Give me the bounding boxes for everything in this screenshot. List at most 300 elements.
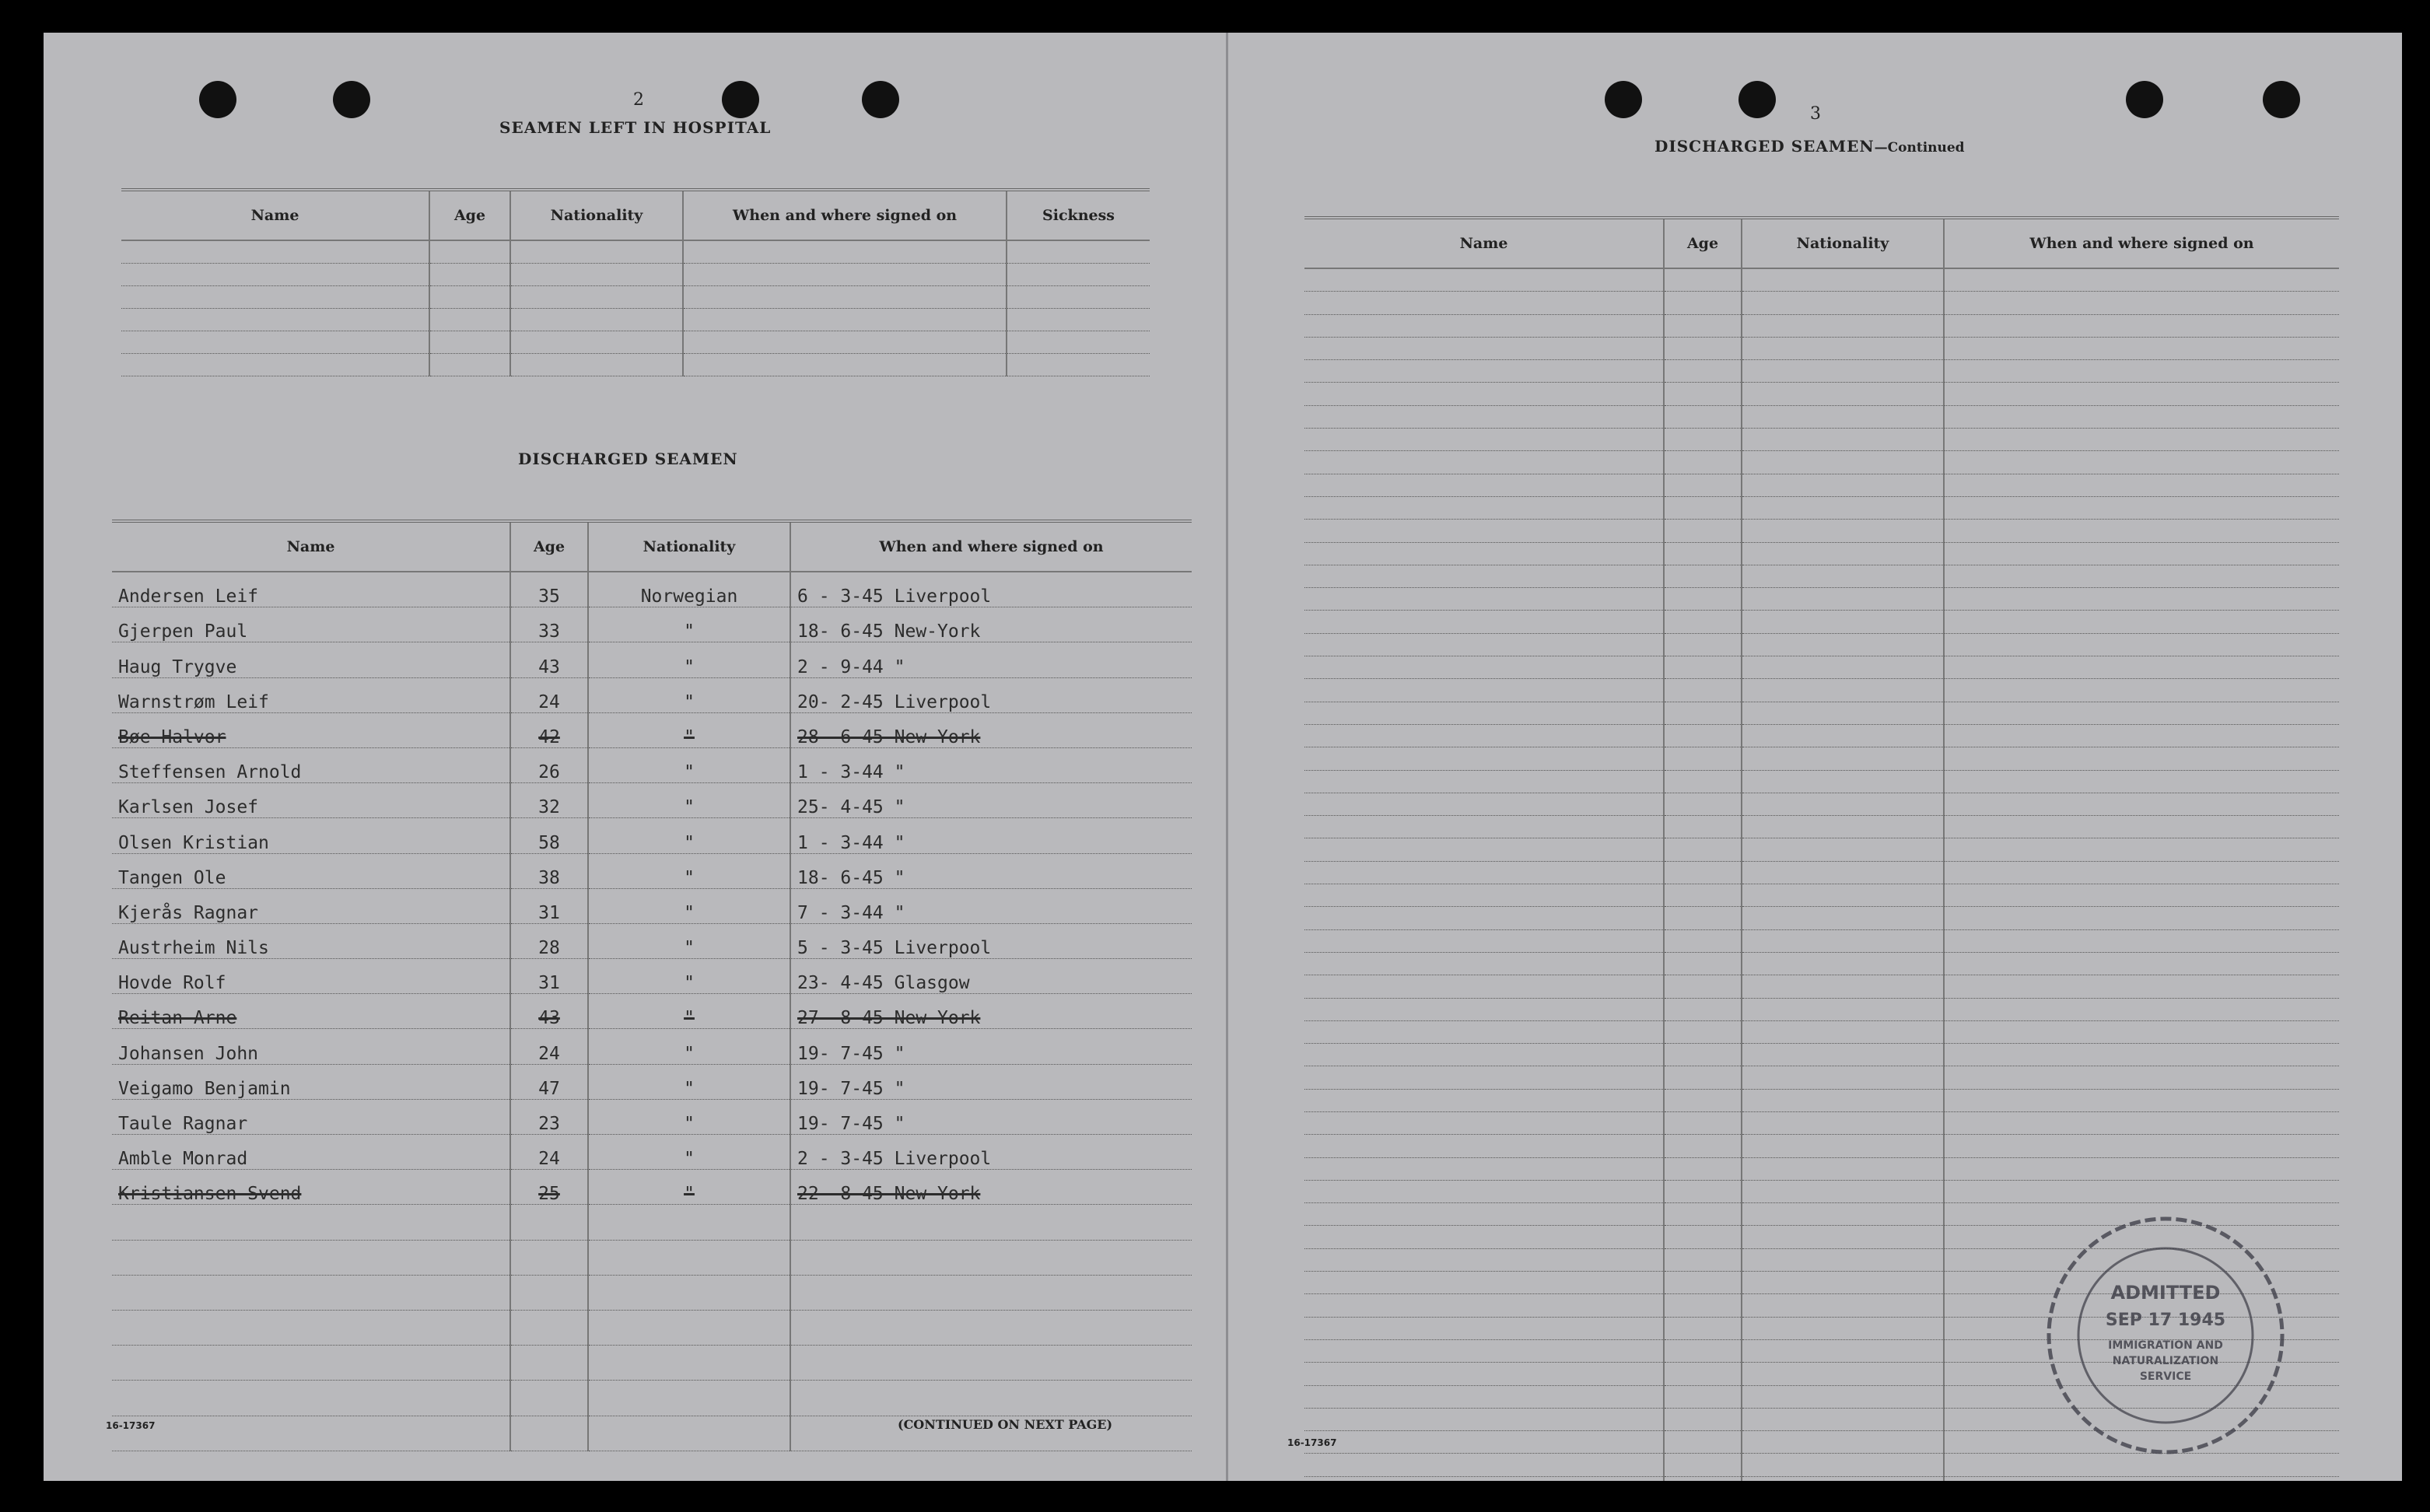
table-row	[112, 712, 1192, 747]
seaman-age: 31	[510, 888, 588, 923]
seaman-signed-on: 27- 8-45 New-York	[790, 994, 1192, 1029]
empty-cell	[1664, 1339, 1742, 1362]
empty-cell	[1742, 861, 1944, 884]
empty-cell	[1944, 702, 2339, 724]
empty-cell	[1304, 633, 1664, 656]
empty-cell	[1664, 998, 1742, 1020]
punch-hole	[722, 81, 759, 118]
empty-cell	[1664, 337, 1742, 359]
seaman-nationality: "	[588, 677, 790, 712]
table-row	[112, 1275, 1192, 1310]
empty-cell	[510, 1240, 588, 1275]
empty-cell	[429, 309, 510, 331]
seaman-signed-on: 23- 4-45 Glasgow	[790, 959, 1192, 994]
empty-cell	[1742, 1248, 1944, 1271]
table-row	[1304, 1476, 2339, 1481]
table-row	[1304, 816, 2339, 838]
empty-cell	[1944, 1089, 2339, 1111]
table-row	[1304, 724, 2339, 747]
seaman-nationality: "	[588, 818, 790, 853]
empty-cell	[1304, 451, 1664, 474]
empty-cell	[121, 286, 429, 309]
punch-hole	[2126, 81, 2163, 118]
empty-cell	[1664, 816, 1742, 838]
empty-cell	[1742, 838, 1944, 861]
seaman-signed-on: 5 - 3-45 Liverpool	[790, 923, 1192, 958]
column-header: When and where signed on	[683, 190, 1007, 240]
empty-cell	[1944, 861, 2339, 884]
empty-cell	[1304, 611, 1664, 633]
table-row	[1304, 337, 2339, 359]
empty-cell	[1304, 952, 1664, 975]
empty-cell	[1742, 929, 1944, 952]
empty-cell	[588, 1346, 790, 1381]
seaman-name: Steffensen Arnold	[112, 747, 510, 782]
empty-cell	[1664, 747, 1742, 770]
stamp-line4: NATURALIZATION	[2112, 1355, 2219, 1367]
empty-cell	[121, 331, 429, 354]
empty-cell	[510, 1205, 588, 1240]
empty-cell	[1742, 770, 1944, 793]
empty-cell	[1664, 360, 1742, 383]
empty-cell	[1944, 292, 2339, 314]
table-row	[1304, 1157, 2339, 1180]
empty-cell	[1742, 1226, 1944, 1248]
empty-cell	[1742, 702, 1944, 724]
empty-cell	[1304, 337, 1664, 359]
empty-cell	[1304, 542, 1664, 565]
table-row	[121, 331, 1150, 354]
empty-cell	[1944, 1044, 2339, 1066]
empty-cell	[1304, 383, 1664, 405]
empty-cell	[1304, 1020, 1664, 1043]
empty-cell	[1304, 1089, 1664, 1111]
empty-cell	[1664, 1044, 1742, 1066]
table-row	[112, 818, 1192, 853]
seaman-name: Taule Ragnar	[112, 1099, 510, 1134]
seaman-signed-on: 18- 6-45 New-York	[790, 607, 1192, 642]
empty-cell	[1304, 429, 1664, 451]
seaman-nationality: "	[588, 1029, 790, 1064]
form-number: 16-17367	[1287, 1437, 1337, 1448]
seaman-name: Andersen Leif	[112, 572, 510, 607]
table-row	[1304, 1044, 2339, 1066]
seaman-nationality: "	[588, 783, 790, 818]
column-header: Name	[1304, 218, 1664, 268]
right-page	[1226, 33, 2402, 1481]
seaman-nationality: "	[588, 712, 790, 747]
empty-cell	[1742, 1044, 1944, 1066]
empty-cell	[1742, 1272, 1944, 1294]
empty-cell	[1304, 1431, 1664, 1454]
seaman-signed-on: 28- 6-45 New-York	[790, 712, 1192, 747]
seaman-nationality: "	[588, 607, 790, 642]
empty-cell	[112, 1240, 510, 1275]
empty-cell	[1944, 633, 2339, 656]
table-row	[112, 572, 1192, 607]
empty-cell	[112, 1416, 510, 1451]
seaman-signed-on: 18- 6-45 "	[790, 853, 1192, 888]
table-row	[112, 1346, 1192, 1381]
empty-cell	[1742, 1339, 1944, 1362]
seaman-signed-on: 25- 4-45 "	[790, 783, 1192, 818]
empty-cell	[1742, 1157, 1944, 1180]
seaman-nationality: "	[588, 994, 790, 1029]
discharged-section-title: DISCHARGED SEAMEN	[518, 450, 738, 468]
table-row	[112, 1029, 1192, 1064]
empty-cell	[1664, 907, 1742, 929]
column-header: Nationality	[1742, 218, 1944, 268]
table-row	[1304, 975, 2339, 998]
punch-hole	[333, 81, 370, 118]
table-row	[1304, 838, 2339, 861]
empty-cell	[1742, 542, 1944, 565]
empty-cell	[1742, 679, 1944, 702]
empty-cell	[121, 309, 429, 331]
empty-cell	[683, 309, 1007, 331]
empty-cell	[1304, 1248, 1664, 1271]
hospital-table	[121, 188, 1150, 376]
empty-cell	[1664, 1089, 1742, 1111]
empty-cell	[1664, 1020, 1742, 1043]
empty-cell	[1304, 1157, 1664, 1180]
empty-cell	[1664, 1431, 1742, 1454]
seaman-name: Tangen Ole	[112, 853, 510, 888]
empty-cell	[1664, 268, 1742, 292]
empty-cell	[1304, 929, 1664, 952]
empty-cell	[510, 240, 683, 264]
column-header: Name	[112, 521, 510, 572]
table-row	[1304, 542, 2339, 565]
empty-cell	[1304, 474, 1664, 496]
empty-cell	[510, 354, 683, 376]
column-header: Age	[510, 521, 588, 572]
empty-cell	[1664, 656, 1742, 679]
empty-cell	[1664, 1157, 1742, 1180]
empty-cell	[1304, 1339, 1664, 1362]
empty-cell	[510, 1346, 588, 1381]
table-row	[1304, 1066, 2339, 1089]
empty-cell	[1742, 1111, 1944, 1134]
column-header: Sickness	[1007, 190, 1150, 240]
empty-cell	[1664, 861, 1742, 884]
empty-cell	[1664, 314, 1742, 337]
empty-cell	[1304, 1454, 1664, 1476]
empty-cell	[588, 1310, 790, 1345]
empty-cell	[1304, 1363, 1664, 1385]
stamp-line5: SERVICE	[2139, 1370, 2192, 1383]
empty-cell	[790, 1205, 1192, 1240]
empty-cell	[1304, 520, 1664, 542]
stamp-line1: ADMITTED	[2110, 1282, 2221, 1304]
empty-cell	[112, 1346, 510, 1381]
seaman-signed-on: 2 - 9-44 "	[790, 642, 1192, 677]
empty-cell	[790, 1381, 1192, 1416]
table-row	[1304, 451, 2339, 474]
empty-cell	[588, 1381, 790, 1416]
table-row	[112, 1064, 1192, 1099]
punch-hole	[2263, 81, 2300, 118]
continued-note: (CONTINUED ON NEXT PAGE)	[898, 1417, 1113, 1432]
column-header: Age	[429, 190, 510, 240]
empty-cell	[1304, 1111, 1664, 1134]
empty-cell	[1742, 1135, 1944, 1157]
empty-cell	[1664, 542, 1742, 565]
table-row	[112, 1099, 1192, 1134]
seaman-age: 43	[510, 994, 588, 1029]
empty-cell	[1664, 633, 1742, 656]
table-row	[1304, 520, 2339, 542]
empty-cell	[1304, 1066, 1664, 1089]
seaman-age: 25	[510, 1170, 588, 1205]
empty-cell	[112, 1275, 510, 1310]
empty-cell	[1944, 907, 2339, 929]
empty-cell	[1007, 264, 1150, 286]
table-row	[1304, 292, 2339, 314]
seaman-age: 23	[510, 1099, 588, 1134]
empty-cell	[1007, 331, 1150, 354]
empty-cell	[1944, 268, 2339, 292]
hospital-section-title: SEAMEN LEFT IN HOSPITAL	[499, 118, 772, 137]
empty-cell	[1944, 611, 2339, 633]
empty-cell	[1742, 998, 1944, 1020]
empty-cell	[1944, 1111, 2339, 1134]
empty-cell	[1304, 816, 1664, 838]
empty-cell	[1664, 724, 1742, 747]
empty-cell	[1742, 520, 1944, 542]
seaman-signed-on: 19- 7-45 "	[790, 1029, 1192, 1064]
empty-cell	[510, 1416, 588, 1451]
empty-cell	[1742, 292, 1944, 314]
empty-cell	[429, 240, 510, 264]
empty-cell	[1742, 1408, 1944, 1430]
empty-cell	[1742, 496, 1944, 519]
empty-cell	[1742, 611, 1944, 633]
empty-cell	[1664, 1294, 1742, 1317]
empty-cell	[1742, 1066, 1944, 1089]
table-row	[1304, 793, 2339, 815]
empty-cell	[588, 1275, 790, 1310]
table-row	[1304, 588, 2339, 611]
empty-cell	[1944, 770, 2339, 793]
empty-cell	[683, 286, 1007, 309]
table-row	[1304, 383, 2339, 405]
empty-cell	[1742, 952, 1944, 975]
empty-cell	[588, 1416, 790, 1451]
empty-cell	[790, 1346, 1192, 1381]
empty-cell	[1304, 770, 1664, 793]
empty-cell	[1664, 702, 1742, 724]
seaman-age: 33	[510, 607, 588, 642]
empty-cell	[1944, 565, 2339, 587]
empty-cell	[1742, 360, 1944, 383]
empty-cell	[1304, 565, 1664, 587]
empty-cell	[510, 286, 683, 309]
empty-cell	[1742, 1454, 1944, 1476]
table-row	[121, 309, 1150, 331]
empty-cell	[1664, 588, 1742, 611]
empty-cell	[1664, 1248, 1742, 1271]
empty-cell	[1664, 405, 1742, 428]
empty-cell	[1944, 1157, 2339, 1180]
immigration-stamp	[2037, 1207, 2294, 1464]
empty-cell	[1304, 588, 1664, 611]
empty-cell	[1944, 952, 2339, 975]
empty-cell	[1742, 1089, 1944, 1111]
table-row	[1304, 747, 2339, 770]
table-row	[1304, 429, 2339, 451]
seaman-nationality: "	[588, 1135, 790, 1170]
empty-cell	[588, 1240, 790, 1275]
title-main: DISCHARGED SEAMEN	[1654, 137, 1875, 156]
empty-cell	[429, 331, 510, 354]
empty-cell	[1944, 520, 2339, 542]
empty-cell	[1304, 679, 1664, 702]
empty-cell	[1304, 907, 1664, 929]
empty-cell	[1944, 1135, 2339, 1157]
table-row	[1304, 929, 2339, 952]
empty-cell	[1664, 679, 1742, 702]
empty-cell	[1944, 838, 2339, 861]
seaman-signed-on: 6 - 3-45 Liverpool	[790, 572, 1192, 607]
empty-cell	[1742, 1180, 1944, 1202]
empty-cell	[683, 331, 1007, 354]
continued-section-title	[1654, 137, 1965, 156]
empty-cell	[1742, 337, 1944, 359]
table-row	[1304, 656, 2339, 679]
empty-cell	[1742, 565, 1944, 587]
left-page	[44, 33, 1226, 1481]
empty-cell	[1742, 314, 1944, 337]
table-row	[121, 240, 1150, 264]
empty-cell	[1742, 451, 1944, 474]
table-row	[112, 1310, 1192, 1345]
table-row	[1304, 884, 2339, 907]
seaman-name: Gjerpen Paul	[112, 607, 510, 642]
empty-cell	[1664, 520, 1742, 542]
empty-cell	[1304, 1408, 1664, 1430]
empty-cell	[1742, 747, 1944, 770]
seaman-name: Olsen Kristian	[112, 818, 510, 853]
empty-cell	[1944, 929, 2339, 952]
empty-cell	[1742, 383, 1944, 405]
stamp-date: SEP 17 1945	[2105, 1311, 2226, 1330]
empty-cell	[1742, 656, 1944, 679]
empty-cell	[1944, 656, 2339, 679]
empty-cell	[1304, 360, 1664, 383]
empty-cell	[790, 1310, 1192, 1345]
seaman-age: 42	[510, 712, 588, 747]
seaman-name: Kristiansen Svend	[112, 1170, 510, 1205]
empty-cell	[112, 1381, 510, 1416]
empty-cell	[1944, 679, 2339, 702]
table-row	[1304, 268, 2339, 292]
empty-cell	[1664, 565, 1742, 587]
empty-cell	[1304, 1203, 1664, 1226]
empty-cell	[1664, 1226, 1742, 1248]
empty-cell	[1304, 292, 1664, 314]
empty-cell	[1304, 1476, 1664, 1481]
seaman-name: Reitan Arne	[112, 994, 510, 1029]
empty-cell	[1304, 975, 1664, 998]
table-row	[112, 1381, 1192, 1416]
seaman-age: 28	[510, 923, 588, 958]
empty-cell	[790, 1240, 1192, 1275]
table-row	[1304, 1180, 2339, 1202]
empty-cell	[1944, 724, 2339, 747]
table-row	[1304, 360, 2339, 383]
empty-cell	[1664, 1180, 1742, 1202]
table-row	[112, 642, 1192, 677]
form-number: 16-17367	[106, 1420, 156, 1431]
empty-cell	[1742, 907, 1944, 929]
empty-cell	[1944, 884, 2339, 907]
table-row	[1304, 952, 2339, 975]
empty-cell	[1742, 1431, 1944, 1454]
empty-cell	[1007, 286, 1150, 309]
empty-cell	[1304, 1272, 1664, 1294]
empty-cell	[1007, 240, 1150, 264]
table-row	[121, 286, 1150, 309]
seaman-nationality: "	[588, 923, 790, 958]
page-number: 2	[633, 90, 644, 110]
table-row	[1304, 770, 2339, 793]
table-row	[1304, 405, 2339, 428]
page-number: 3	[1810, 104, 1821, 124]
empty-cell	[1742, 429, 1944, 451]
column-header: When and where signed on	[1944, 218, 2339, 268]
column-header: Nationality	[510, 190, 683, 240]
empty-cell	[1944, 542, 2339, 565]
empty-cell	[683, 354, 1007, 376]
empty-cell	[1742, 793, 1944, 815]
empty-cell	[1742, 268, 1944, 292]
table-row	[1304, 1111, 2339, 1134]
empty-cell	[1742, 1317, 1944, 1339]
empty-cell	[1664, 1408, 1742, 1430]
seaman-name: Johansen John	[112, 1029, 510, 1064]
seaman-age: 43	[510, 642, 588, 677]
empty-cell	[1742, 1203, 1944, 1226]
empty-cell	[1304, 1317, 1664, 1339]
seaman-name: Austrheim Nils	[112, 923, 510, 958]
empty-cell	[683, 264, 1007, 286]
empty-cell	[1304, 1226, 1664, 1248]
empty-cell	[1664, 1385, 1742, 1408]
table-row	[1304, 314, 2339, 337]
table-row	[1304, 702, 2339, 724]
empty-cell	[510, 1381, 588, 1416]
empty-cell	[1304, 793, 1664, 815]
seaman-age: 24	[510, 677, 588, 712]
empty-cell	[1742, 588, 1944, 611]
seaman-age: 31	[510, 959, 588, 994]
table-row	[1304, 998, 2339, 1020]
empty-cell	[1664, 1111, 1742, 1134]
seaman-age: 35	[510, 572, 588, 607]
empty-cell	[1742, 1020, 1944, 1043]
seaman-nationality: "	[588, 1170, 790, 1205]
empty-cell	[1664, 451, 1742, 474]
empty-cell	[1944, 588, 2339, 611]
column-header: Nationality	[588, 521, 790, 572]
empty-cell	[1007, 309, 1150, 331]
empty-cell	[112, 1205, 510, 1240]
empty-cell	[1742, 633, 1944, 656]
empty-cell	[112, 1310, 510, 1345]
table-row	[1304, 1089, 2339, 1111]
table-header	[1304, 218, 2339, 268]
